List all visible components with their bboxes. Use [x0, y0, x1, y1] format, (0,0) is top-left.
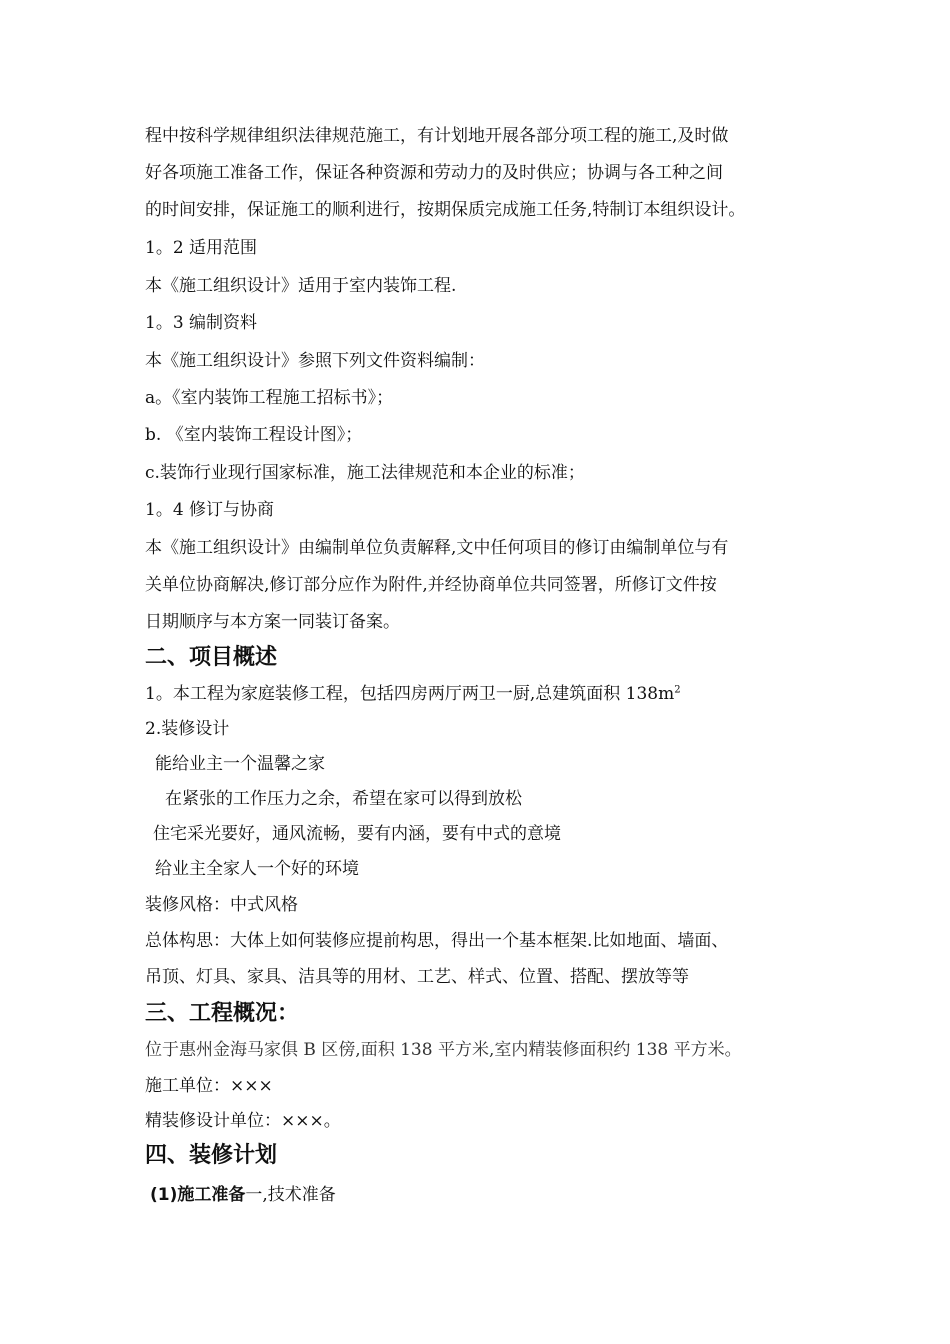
section-4-heading: 四、装修计划: [145, 1143, 278, 1168]
construction-prep-text: 一,技术准备: [245, 1185, 336, 1205]
section-1-2-text: 本《施工组织设计》适用于室内装饰工程.: [145, 276, 457, 296]
project-location: 位于惠州金海马家俱 B 区傍,面积 138 平方米,室内精装修面积约 138 平方米。: [145, 1040, 742, 1060]
section-1-4-title: 1。4 修订与协商: [145, 500, 275, 520]
section-1-4-line-2: 关单位协商解决,修订部分应作为附件,并经协商单位共同签署，所修订文件按: [145, 575, 717, 595]
design-goal-2: 在紧张的工作压力之余，希望在家可以得到放松: [165, 789, 522, 809]
design-goal-1: 能给业主一个温馨之家: [155, 754, 325, 774]
section-3-heading: 三、工程概况：: [145, 1001, 300, 1026]
project-item-1-text: 1。本工程为家庭装修工程，包括四房两厅两卫一厨,总建筑面积 138m: [145, 684, 675, 704]
construction-unit: 施工单位：×××: [145, 1076, 273, 1096]
section-1-3-text: 本《施工组织设计》参照下列文件资料编制：: [145, 351, 485, 371]
intro-paragraph-line-2: 好各项施工准备工作，保证各种资源和劳动力的及时供应；协调与各工种之间: [145, 163, 723, 183]
overall-concept-line-2: 吊顶、灯具、家具、洁具等的用材、工艺、样式、位置、搭配、摆放等等: [145, 967, 689, 987]
project-item-2: 2.装修设计: [145, 719, 230, 739]
intro-paragraph-line-1: 程中按科学规律组织法律规范施工，有计划地开展各部分项工程的施工,及时做: [145, 126, 729, 146]
design-goal-3: 住宅采光要好，通风流畅，要有内涵，要有中式的意境: [153, 824, 561, 844]
area-unit-superscript: 2: [674, 684, 681, 696]
reference-item-a: a。《室内装饰工程施工招标书》；: [145, 388, 394, 408]
construction-prep-item: [150, 1183, 840, 1207]
section-1-3-title: 1。3 编制资料: [145, 313, 258, 333]
reference-item-b: b. 《室内装饰工程设计图》；: [145, 425, 363, 445]
decoration-style: 装修风格：中式风格: [145, 895, 298, 915]
reference-item-c: c.装饰行业现行国家标准，施工法律规范和本企业的标准；: [145, 463, 585, 483]
overall-concept-line-1: 总体构思：大体上如何装修应提前构思，得出一个基本框架.比如地面、墙面、: [145, 931, 729, 951]
intro-paragraph-line-3: 的时间安排，保证施工的顺利进行，按期保质完成施工任务,特制订本组织设计。: [145, 200, 746, 220]
construction-prep-label: (1)施工准备: [150, 1185, 246, 1205]
design-goal-4: 给业主全家人一个好的环境: [155, 859, 359, 879]
project-item-1: [145, 682, 835, 706]
design-unit: 精装修设计单位：×××。: [145, 1111, 341, 1131]
section-1-4-line-3: 日期顺序与本方案一同装订备案。: [145, 612, 400, 632]
section-2-heading: 二、项目概述: [145, 645, 278, 670]
section-1-4-line-1: 本《施工组织设计》由编制单位负责解释,文中任何项目的修订由编制单位与有: [145, 538, 729, 558]
section-1-2-title: 1。2 适用范围: [145, 238, 258, 258]
